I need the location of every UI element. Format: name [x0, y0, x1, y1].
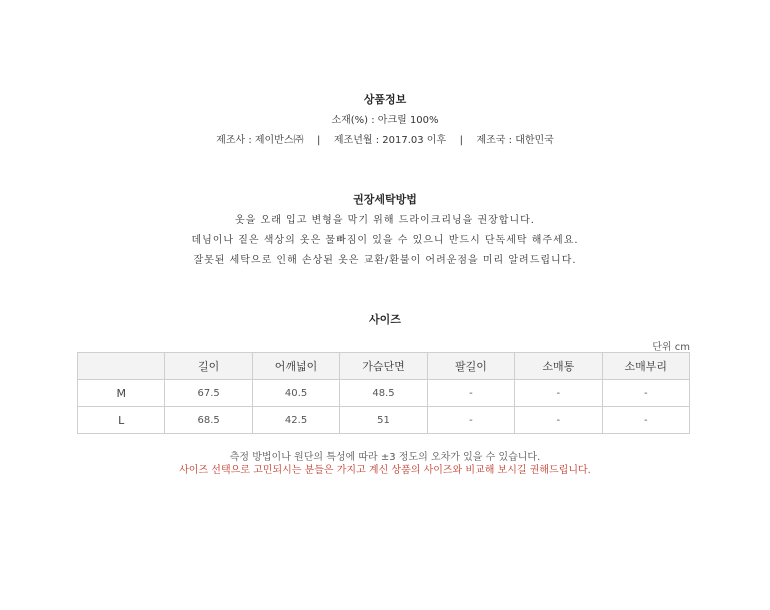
manufacture-date-text: 제조년월 : 2017.03 이후	[333, 135, 447, 146]
table-row	[78, 380, 690, 407]
table-cell: -	[427, 380, 514, 407]
washing-heading: 권장세탁방법	[353, 193, 417, 206]
column-header-chest: 가슴단면	[340, 353, 427, 380]
separator: |	[459, 135, 463, 146]
size-table-header-row	[78, 353, 690, 380]
size-heading: 사이즈	[369, 313, 401, 326]
table-cell: 67.5	[165, 380, 252, 407]
size-table	[77, 352, 690, 434]
size-label-cell: L	[78, 407, 165, 434]
washing-line-2: 데님이나 짙은 색상의 옷은 물빠짐이 있을 수 있으니 반드시 단독세탁 해주세요.	[191, 235, 579, 246]
country-text: 제조국 : 대한민국	[476, 135, 554, 146]
measurement-note: 측정 방법이나 원단의 특성에 따라 ±3 정도의 오차가 있을 수 있습니다.	[229, 452, 541, 463]
maker-text: 제조사 : 제이반스㈜	[216, 135, 304, 146]
size-label-cell: M	[78, 380, 165, 407]
washing-line-1: 옷을 오래 입고 변형을 막기 위해 드라이크리닝을 권장합니다.	[235, 215, 535, 226]
table-cell: 48.5	[340, 380, 427, 407]
table-cell: -	[515, 407, 602, 434]
table-cell: 42.5	[252, 407, 339, 434]
table-row	[78, 407, 690, 434]
product-info-heading: 상품정보	[363, 93, 407, 106]
separator: |	[317, 135, 321, 146]
column-header-length: 길이	[165, 353, 252, 380]
column-header-sleeve-length: 팔길이	[427, 353, 514, 380]
table-cell: -	[427, 407, 514, 434]
column-header-sleeve-width: 소매통	[515, 353, 602, 380]
column-header-cuff: 소매부리	[602, 353, 689, 380]
column-header-shoulder: 어깨넓이	[252, 353, 339, 380]
maker-info-line	[0, 131, 770, 146]
table-cell: -	[515, 380, 602, 407]
table-cell: 51	[340, 407, 427, 434]
size-table-corner	[78, 353, 165, 380]
washing-line-3: 잘못된 세탁으로 인해 손상된 옷은 교환/환불이 어려운점을 미리 알려드립니다.	[193, 255, 577, 266]
table-cell: -	[602, 407, 689, 434]
material-line: 소재(%) : 아크릴 100%	[331, 115, 439, 126]
table-cell: -	[602, 380, 689, 407]
table-cell: 68.5	[165, 407, 252, 434]
size-unit-label: 단위 cm	[652, 342, 690, 353]
table-cell: 40.5	[252, 380, 339, 407]
size-advice-note: 사이즈 선택으로 고민되시는 분들은 가지고 계신 상품의 사이즈와 비교해 보시길 권해드립니다.	[179, 465, 591, 476]
